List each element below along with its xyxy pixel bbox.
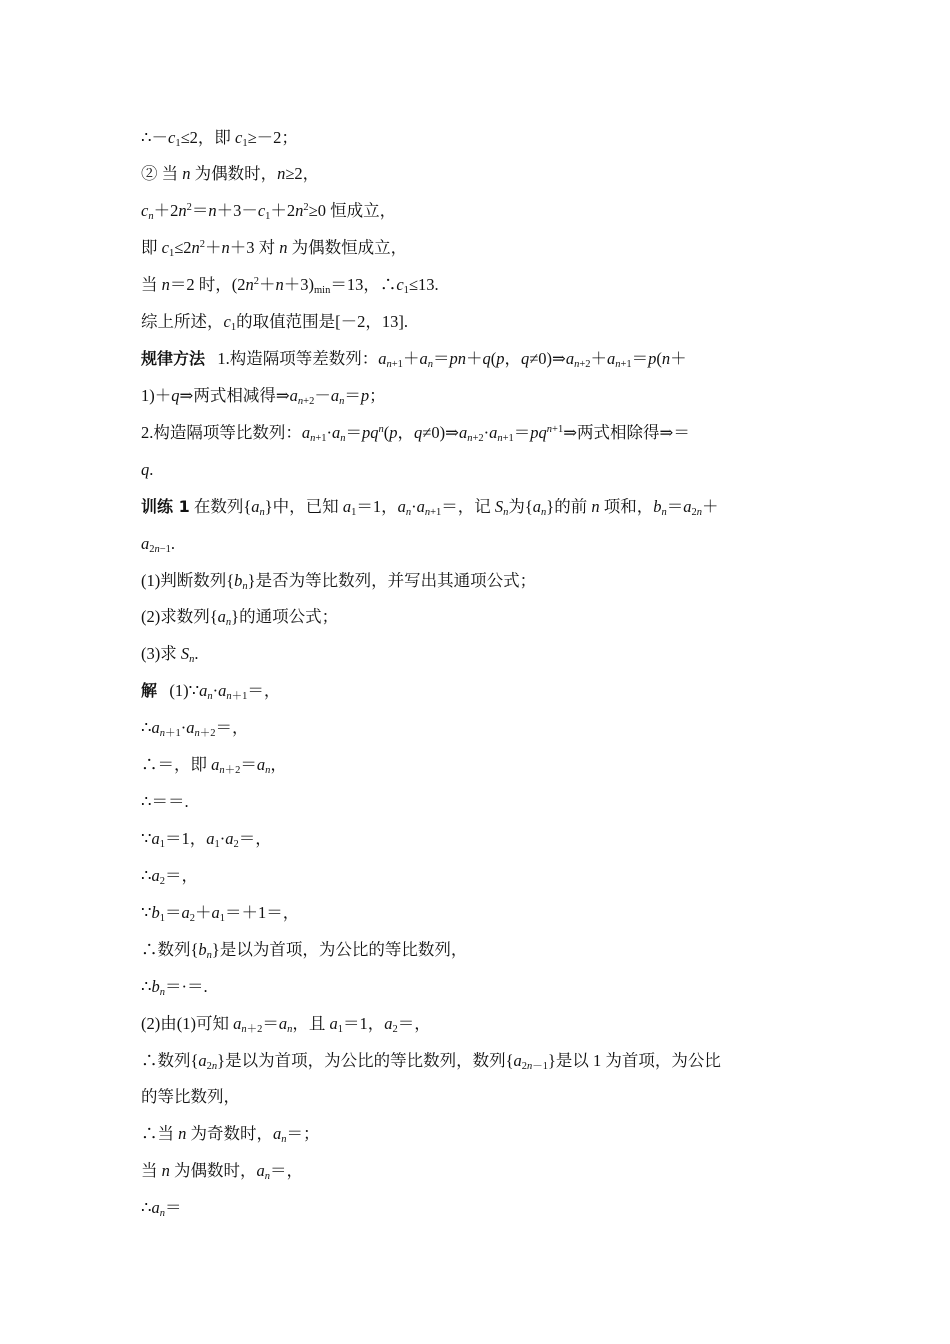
text-line: ∴数列$\{a_{2n}\}$是以为首项，为公比的等比数列，数列$\{a_{2n-1}\}$是以 1 为首项，为公比 [141,1051,721,1072]
text-line: 当 n 为偶数时，$a_n=$， [141,1161,303,1182]
method-summary: 规律方法 1.构造隔项等差数列：$a_{n+1}+a_n=pn+q(p$，$q\ne 0)\Rightarrow a_{n+2}+a_{n+1}=p(n+$ [141,349,687,370]
text-line: 1)＋q⇒两式相减得$\Rightarrow a_{n+2}-a_n=p$； [141,386,386,407]
text-line: $\therefore b_n=\cdot=$. [141,977,208,998]
text-line: ② 当 n 为偶数时，n≥2， [141,164,320,183]
text-line: $\therefore-c_1\le 2$，即 $c_1\ge-2$； [141,128,298,149]
text-line: $\therefore a_{n+1}\cdot a_{n+2}=$， [141,718,249,739]
text-line: ∴＝＝. [141,792,189,811]
text-line: $\because b_1=a_2+a_1=+1=$， [141,903,300,924]
exercise-label: 训练 1 [141,497,190,516]
text-line: $\therefore a_2=$， [141,866,198,887]
text-line: 当 n＝2 时，$(2n^2+n+3)_{min}=13$，$\therefore c_1\le 13$. [141,275,439,296]
method-label: 规律方法 [141,349,206,368]
text-line: $\therefore a_n=$ [141,1198,182,1219]
question-2: (2)求数列$\{a_n\}$的通项公式； [141,607,339,628]
text-line: (2)由(1)可知 $a_{n+2}=a_n$，且 $a_1=1$，$a_2=$， [141,1014,431,1035]
text-line: $\because a_1=1$，$a_1\cdot a_2=$， [141,829,272,850]
question-1: (1)判断数列$\{b_n\}$是否为等比数列，并写出其通项公式； [141,571,537,592]
text-line: 即 $c_1\le 2n^2+n+3$ 对 n 为偶数恒成立， [141,238,408,259]
text-line: $c_n+2n^2=n+3-c_1+2n^2\ge 0$ 恒成立， [141,201,397,222]
solution-start: 解 $(1)\because a_n\cdot a_{n+1}=$， [141,681,281,702]
exercise-statement: 训练 1 在数列$\{a_n\}$中，已知 $a_1=1$，$a_n\cdot a_{n+1}=$，记 $S_n$为$\{a_n\}$的前 n 项和，$b_n=a_{2n}+$ [141,497,719,518]
question-3: (3)求 $S_n$. [141,644,199,665]
text-line: 的等比数列， [141,1087,240,1106]
text-line: ∴＝，即 $a_{n+2}=a_n$， [141,755,287,776]
solution-label: 解 [141,681,158,700]
text-line: $a_{2n-1}$. [141,534,176,555]
text-line: ∴当 n 为奇数时，$a_n=$； [141,1124,320,1145]
text-line: 2.构造隔项等比数列：$a_{n+1}\cdot a_n=pq^n(p$，$q\ne 0)\Rightarrow a_{n+2}\cdot a_{n+1}=pq^{n+1}\Rightarrow$两式相除得⇒＝ [141,423,690,444]
text-line: q. [141,460,154,479]
text-line: ∴数列$\{b_n\}$是以为首项，为公比的等比数列， [141,940,468,961]
text-line: 综上所述，$c_1$的取值范围是[－2，13]. [141,312,408,333]
